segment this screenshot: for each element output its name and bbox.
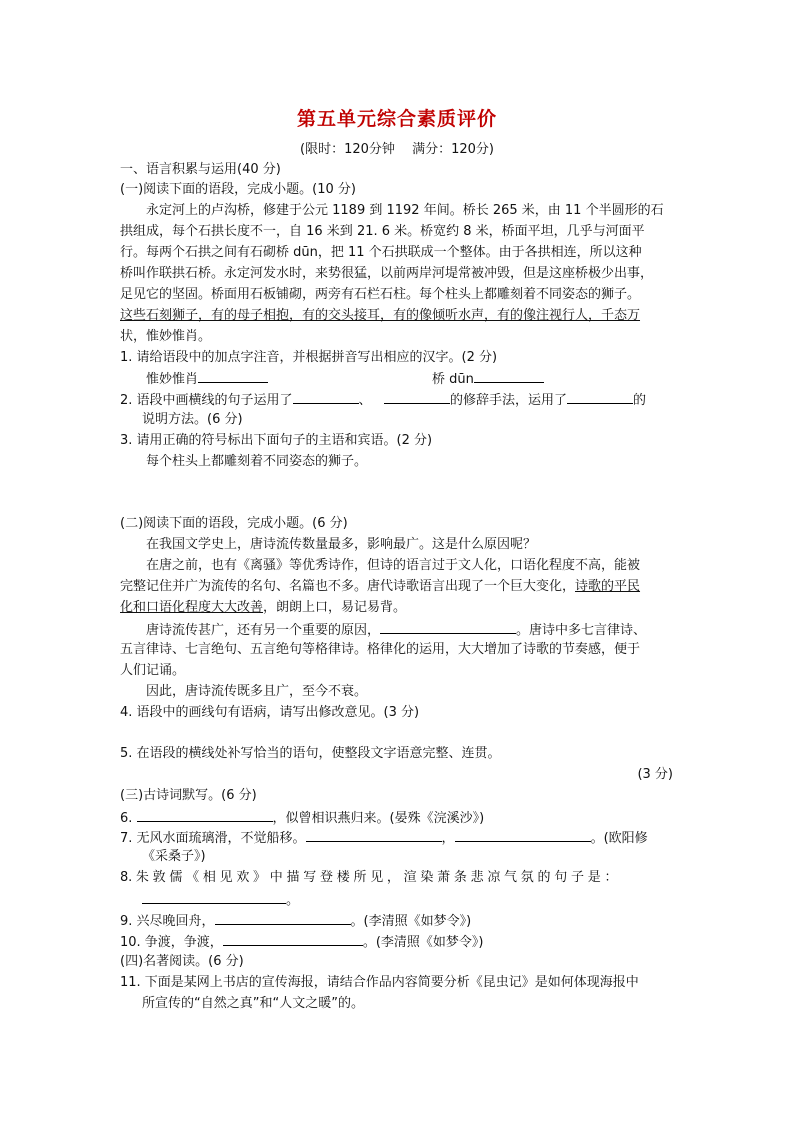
part-c-heading: (三)古诗词默写。(6 分)	[120, 788, 257, 803]
underlined-sentence: 这些石刻狮子，有的母子相抱，有的交头接耳，有的像倾听水声，有的像注视行人，千态万	[120, 308, 641, 323]
q2-sep: 、	[358, 393, 372, 408]
question-6	[120, 807, 484, 829]
passage-line: 在我国文学史上，唐诗流传数量最多，影响最广。这是什么原因呢？	[146, 537, 537, 552]
passage-line: 足见它的坚固。桥面用石板铺砌，两旁有石栏石柱。每个柱头上都雕刻着不同姿态的狮子。	[120, 287, 641, 302]
question-9	[120, 910, 471, 932]
passage-line: 五言律诗、七言绝句、五言绝句等格律诗。格律化的运用，大大增加了诗歌的节奏感，便于	[120, 642, 641, 657]
answer-blank[interactable]	[474, 368, 544, 383]
answer-blank[interactable]	[142, 889, 286, 904]
answer-blank[interactable]	[567, 389, 633, 404]
q10-text: 。(李清照《如梦令》)	[362, 935, 484, 950]
q3-sentence: 每个柱头上都雕刻着不同姿态的狮子。	[146, 454, 368, 469]
q8-end: 。	[286, 893, 300, 908]
question-4: 4. 语段中的画线句有语病，请写出修改意见。(3 分)	[120, 705, 420, 720]
part-d-heading: (四)名著阅读。(6 分)	[120, 954, 244, 969]
question-5: 5. 在语段的横线处补写恰当的语句，使整段文字语意完整、连贯。	[120, 746, 501, 761]
passage-line: 在唐之前，也有《离骚》等优秀诗作，但诗的语言过于文人化，口语化程度不高，能被	[146, 558, 641, 573]
section-heading: 一、语言积累与运用(40 分)	[120, 162, 281, 177]
part-a-heading: (一)阅读下面的语段，完成小题。(10 分)	[120, 182, 356, 197]
q2-text: 2. 语段中画横线的句子运用了	[120, 393, 293, 408]
q5-score: (3 分)	[637, 767, 673, 782]
passage-line	[146, 619, 646, 641]
answer-blank[interactable]	[384, 389, 450, 404]
answer-blank[interactable]	[380, 619, 516, 634]
passage-line: 永定河上的卢沟桥，修建于公元 1189 到 1192 年间。桥长 265 米，由 11 个半圆形的石	[146, 203, 664, 218]
q1-item-b	[432, 368, 544, 390]
passage-line: 人们记诵。	[120, 663, 186, 678]
question-2-cont: 说明方法。(6 分)	[142, 412, 243, 427]
passage-line: 状，惟妙惟肖。	[120, 329, 212, 344]
q7-sep: ，	[441, 831, 455, 846]
passage-line: 因此，唐诗流传既多且广，至今不衰。	[146, 684, 368, 699]
question-3: 3. 请用正确的符号标出下面句子的主语和宾语。(2 分)	[120, 433, 433, 448]
answer-blank[interactable]	[223, 931, 363, 946]
passage-line	[120, 598, 406, 618]
passage-line	[120, 577, 640, 597]
q2-text: 的修辞手法，运用了	[449, 393, 567, 408]
q9-text: 。(李清照《如梦令》)	[350, 914, 472, 929]
q1b-label: 桥 dūn	[432, 372, 474, 387]
question-2	[120, 389, 646, 411]
passage-line: 桥叫作联拱石桥。永定河发水时，来势很猛，以前两岸河堤常被冲毁，但是这座桥极少出事，	[120, 266, 654, 281]
passage-line: 拱组成，每个石拱长度不一，自 16 米到 21. 6 米。桥宽约 8 米，桥面平坦，几乎与河面平	[120, 224, 645, 239]
passage-text: 完整记住并广为流传的名句、名篇也不多。唐代诗歌语言出现了一个巨大变化，	[120, 579, 576, 594]
answer-blank[interactable]	[306, 827, 442, 842]
q6-text: ，似曾相识燕归来。(晏殊《浣溪沙》)	[272, 811, 485, 826]
passage-line: 行。每两个石拱之间有石砌桥 dūn，把 11 个石拱联成一个整体。由于各拱相连，所以这种	[120, 245, 642, 260]
answer-blank[interactable]	[455, 827, 591, 842]
q9-text: 9. 兴尽晚回舟，	[120, 914, 215, 929]
part-b-heading: (二)阅读下面的语段，完成小题。(6 分)	[120, 516, 348, 531]
q7-text: 。(欧阳修	[590, 831, 648, 846]
q2-text: 的	[632, 393, 646, 408]
question-11: 11. 下面是某网上书店的宣传海报，请结合作品内容简要分析《昆虫记》是如何体现海报中	[120, 975, 639, 990]
answer-blank[interactable]	[137, 807, 273, 822]
q1a-label: 惟妙惟肖	[146, 372, 199, 387]
page-title: 第五单元综合素质评价	[296, 108, 497, 130]
question-8: 8. 朱 敦 儒 《 相 见 欢 》 中 描 写 登 楼 所 见 ， 渲 染 萧 条 悲 凉 气 氛 的 句 子 是 ：	[120, 870, 618, 885]
answer-blank[interactable]	[198, 368, 268, 383]
passage-text: ，朗朗上口，易记易背。	[263, 600, 407, 615]
question-11-cont: 所宣传的“自然之真”和“人文之暖”的。	[142, 996, 364, 1011]
question-7	[120, 827, 648, 849]
q6-num: 6.	[120, 811, 133, 826]
answer-blank[interactable]	[215, 910, 351, 925]
passage-text: 唐诗流传甚广，还有另一个重要的原因，	[146, 623, 381, 638]
question-10	[120, 931, 483, 953]
question-8-cont	[142, 889, 299, 911]
answer-blank[interactable]	[293, 389, 359, 404]
q1-item-a	[146, 368, 268, 390]
time-score-info: (限时：120分钟 满分：120分)	[300, 142, 494, 157]
q10-text: 10. 争渡，争渡，	[120, 935, 223, 950]
question-1: 1. 请给语段中的加点字注音，并根据拼音写出相应的汉字。(2 分)	[120, 350, 498, 365]
passage-text: 。唐诗中多七言律诗、	[516, 623, 647, 638]
question-7-cont: 《采桑子》)	[142, 849, 206, 864]
underlined-sentence: 化和口语化程度大大改善	[120, 600, 264, 615]
underlined-sentence: 诗歌的平民	[575, 579, 641, 594]
q7-text: 7. 无风水面琉璃滑，不觉船移。	[120, 831, 306, 846]
